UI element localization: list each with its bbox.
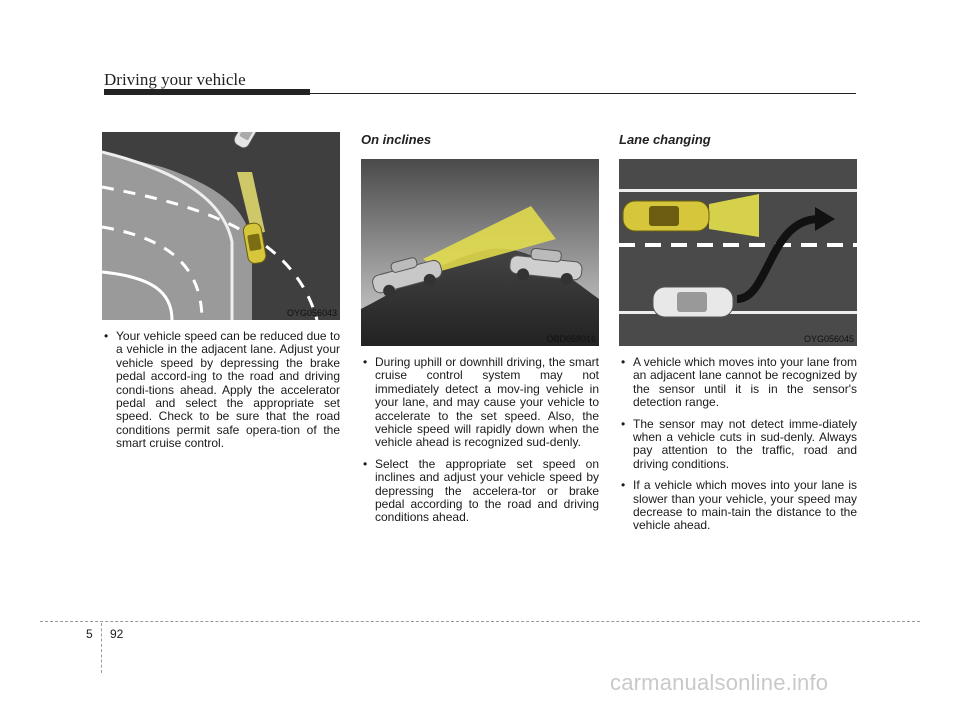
page-number: 92 (110, 627, 124, 641)
figure-inclines (361, 159, 599, 346)
figure-code: OBD058016 (546, 334, 596, 344)
section-heading: On inclines (361, 132, 432, 147)
header-rule-thin (104, 93, 856, 94)
bullet-item: • During uphill or downhill driving, the smart cruise control system may not immediately detect a mov-ing vehicle in your lane, and may cause your vehicle to accelerate to the set speed. Also, the vehicle speed will rapidly down when the vehicle ahead is recognized sud-denly. (363, 355, 599, 450)
figure-curved-road (102, 132, 340, 320)
bullet-item: • If a vehicle which moves into your lane is slower than your vehicle, your speed may decrease to main-tain the distance to the vehicle ahead. (621, 478, 857, 533)
bullet-list (361, 356, 599, 525)
bullet-text: A vehicle which moves into your lane from an adjacent lane cannot be recognized by the sensor until it is in the sensor's detection range. (633, 355, 857, 410)
incline-illustration (361, 159, 599, 346)
bullet-item: • Select the appropriate set speed on inclines and adjust your vehicle speed by depressing the accelera-tor or brake pedal according to the road and driving conditions ahead. (363, 456, 599, 525)
figure-code: OYG056045 (803, 334, 854, 344)
figure-code: OYG056043 (286, 308, 337, 318)
column-inclines (361, 132, 599, 533)
bullet-text: If a vehicle which moves into your lane is slower than your vehicle, your speed may decrease to main-tain the distance to the vehicle ahead. (633, 478, 857, 533)
header-rule-thick (104, 89, 310, 95)
column-curve-road (102, 132, 340, 459)
bullet-item: • The sensor may not detect imme-diately when a vehicle cuts in sud-denly. Always pay attention to the traffic, road and driving conditions. (621, 416, 857, 471)
bullet-list (619, 356, 857, 533)
bullet-text: The sensor may not detect imme-diately when a vehicle cuts in sud-denly. Always pay attention to the traffic, road and driving conditions. (633, 416, 857, 471)
chapter-number: 5 (86, 627, 93, 641)
footer-divider (101, 623, 102, 673)
bullet-text: During uphill or downhill driving, the smart cruise control system may not immediately detect a mov-ing vehicle in your lane, and may cause your vehicle to accelerate to the set speed. Also, the vehicle speed will rapidly down when the vehicle ahead is recognized sud-denly. (375, 355, 599, 450)
figure-lane-changing (619, 159, 857, 346)
bullet-item: • A vehicle which moves into your lane from an adjacent lane cannot be recognized by the sensor until it is in the sensor's detection range. (621, 355, 857, 410)
curved-road-illustration (102, 132, 340, 320)
page-header-title: Driving your vehicle (104, 70, 246, 89)
footer-rule (40, 621, 920, 622)
bullet-text: Select the appropriate set speed on inclines and adjust your vehicle speed by depressing the accelera-tor or brake pedal according to the road and driving conditions ahead. (375, 456, 599, 525)
section-heading: Lane changing (619, 132, 711, 147)
bullet-item: • Your vehicle speed can be reduced due to a vehicle in the adjacent lane. Adjust your vehicle speed by depressing the brake pedal accord-ing to the road and driving condi-tions ahead. Apply the accelerator pedal and select the appropriate set speed. Check to be sure that the road conditions permit safe opera-tion of the smart cruise control. (104, 329, 340, 451)
bullet-list (102, 330, 340, 451)
lane-change-illustration (619, 159, 857, 346)
bullet-text: Your vehicle speed can be reduced due to a vehicle in the adjacent lane. Adjust your vehicle speed by depressing the brake pedal accord-ing to the road and driving condi-tions ahead. Apply the accelerator pedal and select the appropriate set speed. Check to be sure that the road conditions permit safe opera-tion of the smart cruise control. (116, 329, 340, 451)
watermark-text: carmanualsonline.info (610, 670, 829, 695)
column-lane-changing (619, 132, 857, 541)
